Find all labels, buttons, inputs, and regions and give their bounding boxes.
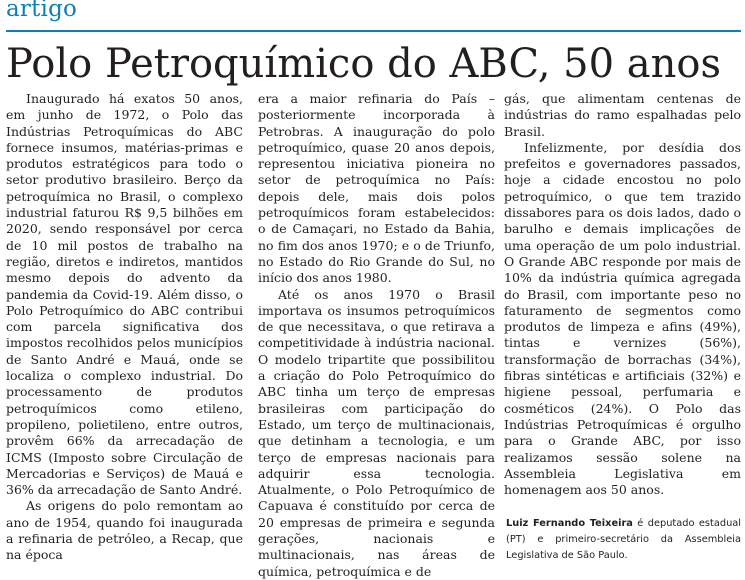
paragraph: Até os anos 1970 o Brasil importava os insumos petroquímicos de que necessitava, o que retirava a competitividade à indústria nacional. O modelo tripartite que possibilitou a criação do Polo Petroquímico do ABC tinha um terço de empresas brasileiras com participação do Estado, um terço de multinacionais, que detinham a tecnologia, e um terço de empresas nacionais para adquirir essa tecnologia. Atualmente, o Polo Petroquímico de Capuava é constituído por cerca de 20 empresas de primeira e segunda gerações, nacionais e multinacionais, nas áreas de química, petroquímica e de bbox=[258, 286, 495, 579]
header-rule bbox=[6, 30, 741, 32]
article-column-2 bbox=[258, 91, 495, 579]
section-label: artigo bbox=[6, 0, 78, 22]
author-note bbox=[504, 516, 741, 564]
paragraph: era a maior refinaria do País – posteriormente incorporada à Petrobras. A inauguração do polo petroquímico, quase 20 anos depois, representou iniciativa pioneira no setor de petroquímica no País: depois dele, mais dois polos petroquímicos foram estabelecidos: o de Camaçari, no Estado da Bahia, no fim dos anos 1970; e o de Triunfo, no Estado do Rio Grande do Sul, no início dos anos 1980. bbox=[258, 91, 495, 286]
paragraph: Infelizmente, por desídia dos prefeitos e governadores passados, hoje a cidade encostou no polo petroquímico, o que tem trazido dissabores para os dois lados, dado o barulho e demais implicações de uma operação de um polo industrial. O Grande ABC responde por mais de 10% da indústria química agregada do Brasil, com importante peso no faturamento de segmentos como produtos de limpeza e afins (49%), tintas e vernizes (56%), transformação de borrachas (34%), fibras sintéticas e artificiais (32%) e higiene pessoal, perfumaria e cosméticos (24%). O Polo das Indústrias Petroquímicas é orgulho para o Grande ABC, por isso realizamos sessão solene na Assembleia Legislativa em homenagem aos 50 anos. bbox=[504, 139, 741, 498]
paragraph: As origens do polo remontam ao ano de 1954, quando foi inaugurada a refinaria de petróleo, a Recap, que na época bbox=[6, 498, 243, 563]
article-column-3 bbox=[504, 91, 741, 562]
paragraph: gás, que alimentam centenas de indústrias do ramo espalhadas pelo Brasil. bbox=[504, 91, 741, 139]
article-title: Polo Petroquímico do ABC, 50 anos bbox=[6, 41, 721, 87]
article-column-1 bbox=[6, 91, 243, 563]
paragraph: Inaugurado há exatos 50 anos, em junho de 1972, o Polo das Indústrias Petroquímicas do ABC fornece insumos, matérias-primas e produtos estratégicos para todo o setor produtivo brasileiro. Berço da petroquímica no Brasil, o complexo industrial faturou R$ 9,5 bilhões em 2020, sendo responsável por cerca de 10 mil postos de trabalho na região, diretos e indiretos, mantidos mesmo depois do advento da pandemia da Covid-19. Além disso, o Polo Petroquímico do ABC contribui com parcela significativa dos impostos recolhidos pelos municípios de Santo André e Mauá, onde se localiza o complexo industrial. Do processamento de produtos petroquímicos como etileno, propileno, polietileno, entre outros, provêm 66% da arrecadação de ICMS (Imposto sobre Circulação de Mercadorias e Serviços) de Mauá e 36% da arrecadação de Santo André. bbox=[6, 91, 243, 498]
author-name: Luiz Fernando Teixeira bbox=[506, 518, 633, 530]
author-bio: é deputado estadual (PT) e primeiro-secretário da Assembleia Legislativa de São Paulo. bbox=[506, 518, 741, 562]
